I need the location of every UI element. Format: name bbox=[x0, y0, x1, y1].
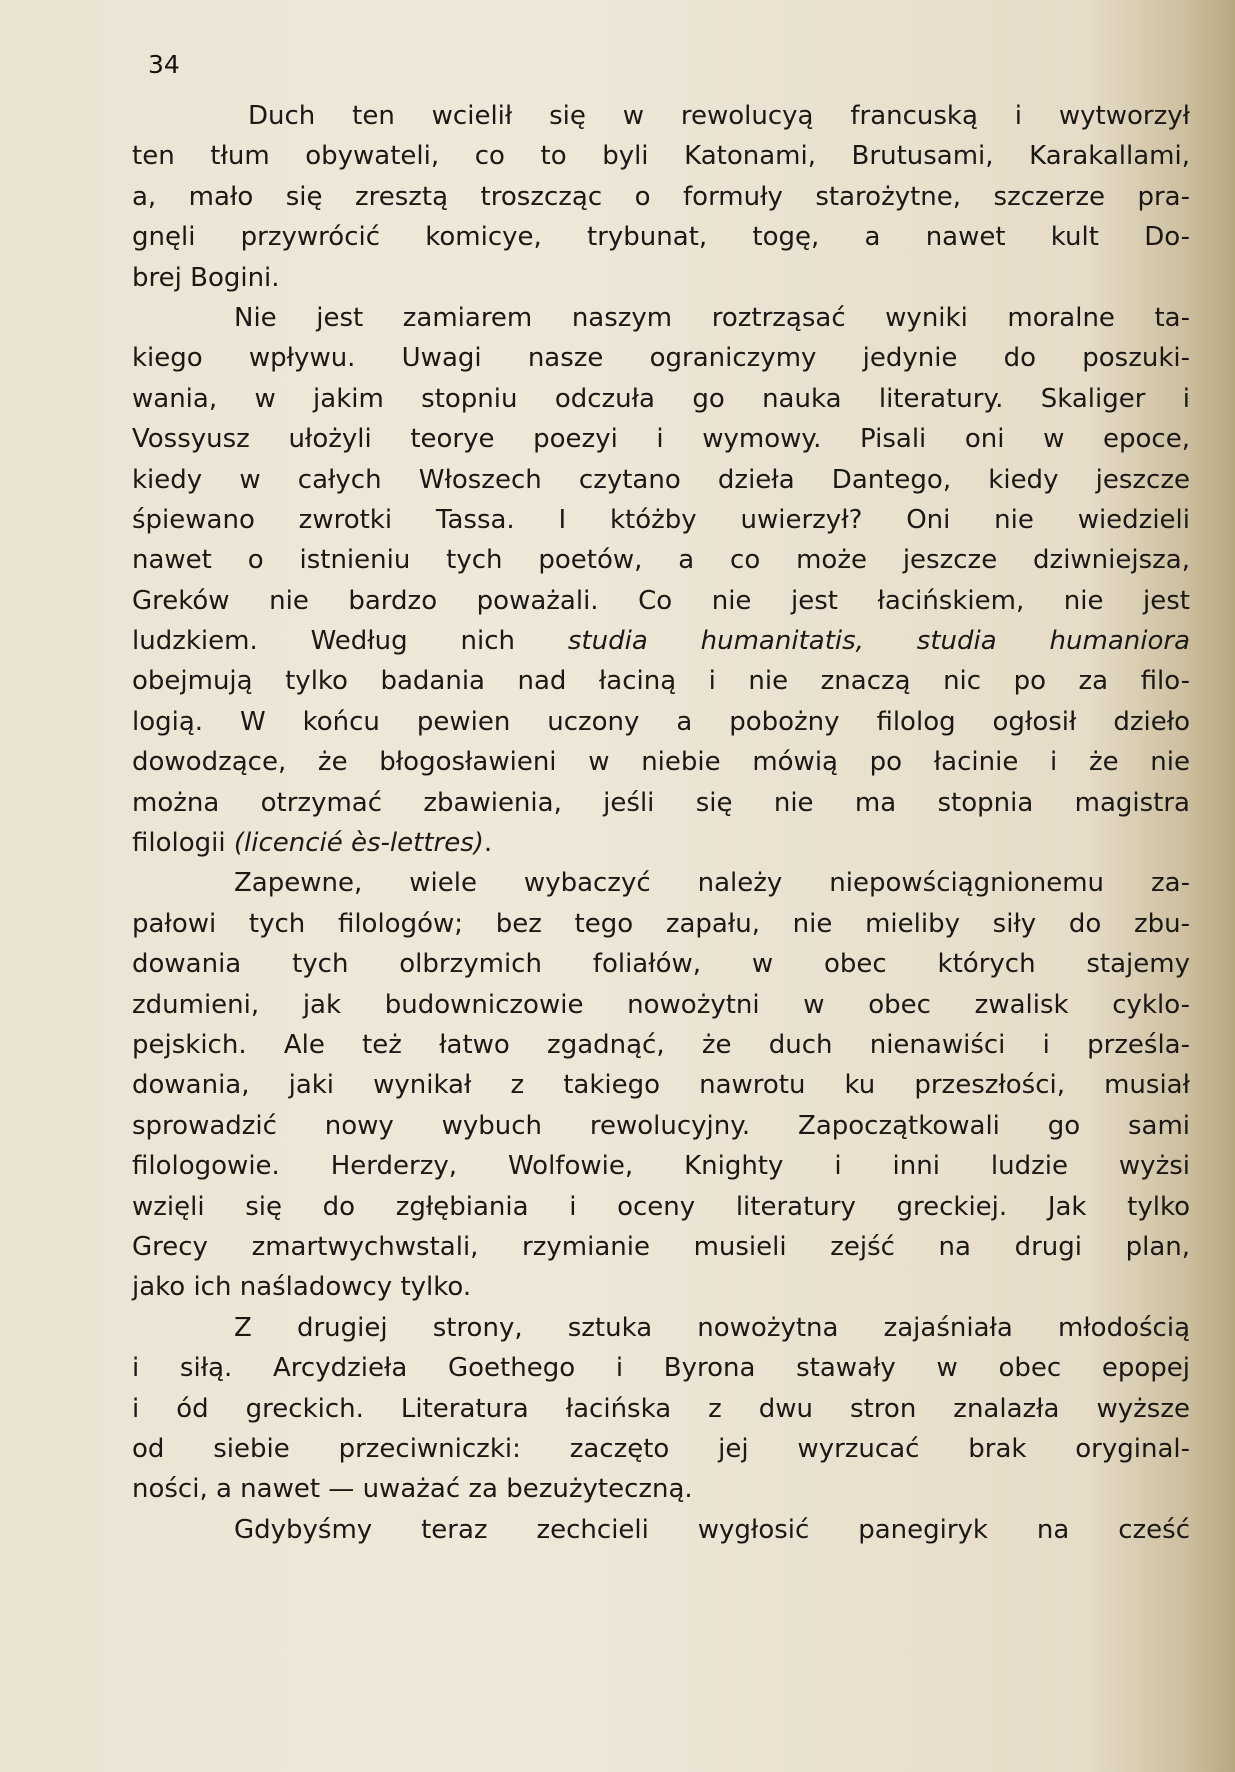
text-line-content: dowania tych olbrzymich foliałów, w obec których stajemy bbox=[132, 949, 1190, 980]
text-line-content: ten tłum obywateli, co to byli Katonami, Brutusami, Karakallami, bbox=[132, 141, 1190, 172]
text-line bbox=[132, 1267, 1190, 1307]
text-line-content: Nie jest zamiarem naszym roztrząsać wyniki moralne ta- bbox=[234, 302, 1190, 333]
text-line bbox=[132, 985, 1190, 1025]
text-line-content: Z drugiej strony, sztuka nowożytna zajaśniała młodością bbox=[234, 1312, 1190, 1343]
text-line-content: Greków nie bardzo poważali. Co nie jest łacińskiem, nie jest bbox=[132, 585, 1190, 616]
text-line bbox=[132, 1348, 1190, 1388]
text-line bbox=[132, 379, 1190, 419]
text-line bbox=[132, 217, 1190, 257]
text-line bbox=[132, 258, 1190, 298]
text-line-content: wania, w jakim stopniu odczuła go nauka literatury. Skaliger i bbox=[132, 383, 1190, 414]
page-number: 34 bbox=[148, 50, 180, 79]
text-line-content: Grecy zmartwychwstali, rzymianie musieli zejść na drugi plan, bbox=[132, 1231, 1190, 1262]
text-line bbox=[132, 298, 1190, 338]
text-line bbox=[132, 1429, 1190, 1469]
text-line bbox=[132, 1025, 1190, 1065]
text-line-content: logią. W końcu pewien uczony a pobożny filolog ogłosił dzieło bbox=[132, 706, 1190, 737]
text-line-content: od siebie przeciwniczki: zaczęto jej wyrzucać brak oryginal- bbox=[132, 1433, 1190, 1464]
text-line bbox=[132, 661, 1190, 701]
text-line-content: a, mało się zresztą troszcząc o formuły starożytne, szczerze pra- bbox=[132, 181, 1190, 212]
text-line-content: zdumieni, jak budowniczowie nowożytni w obec zwalisk cyklo- bbox=[132, 989, 1190, 1020]
text-line bbox=[132, 177, 1190, 217]
text-line-content: można otrzymać zbawienia, jeśli się nie ma stopnia magistra bbox=[132, 787, 1190, 818]
text-line-content: kiedy w całych Włoszech czytano dzieła Dantego, kiedy jeszcze bbox=[132, 464, 1190, 495]
text-line-content: pałowi tych filologów; bez tego zapału, nie mieliby siły do zbu- bbox=[132, 908, 1190, 939]
text-line bbox=[132, 1065, 1190, 1105]
text-line bbox=[132, 1146, 1190, 1186]
text-line bbox=[132, 136, 1190, 176]
text-line-content: gnęli przywrócić komicye, trybunat, togę, a nawet kult Do- bbox=[132, 222, 1190, 253]
text-line-content: i ód greckich. Literatura łacińska z dwu stron znalazła wyższe bbox=[132, 1393, 1190, 1424]
text-line bbox=[132, 96, 1190, 136]
text-line-content: wzięli się do zgłębiania i oceny literatury greckiej. Jak tylko bbox=[132, 1191, 1190, 1222]
text-line bbox=[132, 1106, 1190, 1146]
text-line bbox=[132, 1308, 1190, 1348]
text-line-content: dowodzące, że błogosławieni w niebie mówią po łacinie i że nie bbox=[132, 747, 1190, 778]
text-line-content: Zapewne, wiele wybaczyć należy niepowściągnionemu za- bbox=[234, 868, 1190, 899]
text-line bbox=[132, 621, 1190, 661]
text-line bbox=[132, 500, 1190, 540]
text-line bbox=[132, 783, 1190, 823]
text-line-content: pejskich. Ale też łatwo zgadnąć, że duch nienawiści i prześla- bbox=[132, 1029, 1190, 1060]
text-line-content: dowania, jaki wynikał z takiego nawrotu ku przeszłości, musiał bbox=[132, 1070, 1190, 1101]
text-line-content: Duch ten wcielił się w rewolucyą francuską i wytworzył bbox=[248, 101, 1190, 131]
text-line bbox=[132, 1227, 1190, 1267]
text-line bbox=[132, 1389, 1190, 1429]
text-line-content: jako ich naśladowcy tylko. bbox=[132, 1272, 472, 1303]
body-text bbox=[132, 96, 1190, 1550]
text-line-content: ności, a nawet — uważać za bezużyteczną. bbox=[132, 1474, 693, 1505]
text-line-content: nawet o istnieniu tych poetów, a co może jeszcze dziwniejsza, bbox=[132, 545, 1190, 576]
text-line bbox=[132, 863, 1190, 903]
text-line bbox=[132, 944, 1190, 984]
italic-phrase: (licencié ès-lettres) bbox=[233, 828, 484, 859]
text-line bbox=[132, 581, 1190, 621]
text-line bbox=[132, 540, 1190, 580]
text-line-content: brej Bogini. bbox=[132, 262, 280, 293]
text-line bbox=[132, 1187, 1190, 1227]
text-line-content: Vossyusz ułożyli teorye poezyi i wymowy. Pisali oni w epoce, bbox=[132, 424, 1190, 455]
text-line bbox=[132, 1469, 1190, 1509]
text-line bbox=[132, 460, 1190, 500]
text-line-content: filologii bbox=[132, 828, 234, 859]
text-line bbox=[132, 1510, 1190, 1550]
text-line bbox=[132, 823, 1190, 863]
text-line-content: kiego wpływu. Uwagi nasze ograniczymy jedynie do poszuki- bbox=[132, 343, 1190, 374]
text-line-content: obejmują tylko badania nad łaciną i nie znaczą nic po za filo- bbox=[132, 666, 1190, 697]
text-line-content: śpiewano zwrotki Tassa. I któżby uwierzył? Oni nie wiedzieli bbox=[132, 504, 1190, 535]
text-line-content: ludzkiem. Według nich bbox=[132, 626, 568, 657]
text-line bbox=[132, 904, 1190, 944]
text-line-content: sprowadzić nowy wybuch rewolucyjny. Zapoczątkowali go sami bbox=[132, 1110, 1190, 1141]
text-line bbox=[132, 419, 1190, 459]
text-line bbox=[132, 338, 1190, 378]
text-line bbox=[132, 702, 1190, 742]
text-line-tail: . bbox=[483, 828, 493, 859]
text-line-content: filologowie. Herderzy, Wolfowie, Knighty i inni ludzie wyżsi bbox=[132, 1151, 1190, 1182]
text-line-content: i siłą. Arcydzieła Goethego i Byrona stawały w obec epopej bbox=[132, 1353, 1190, 1384]
text-line bbox=[132, 742, 1190, 782]
text-line-content: Gdybyśmy teraz zechcieli wygłosić panegiryk na cześć bbox=[234, 1514, 1190, 1545]
italic-phrase: studia humanitatis, studia humaniora bbox=[567, 626, 1191, 657]
